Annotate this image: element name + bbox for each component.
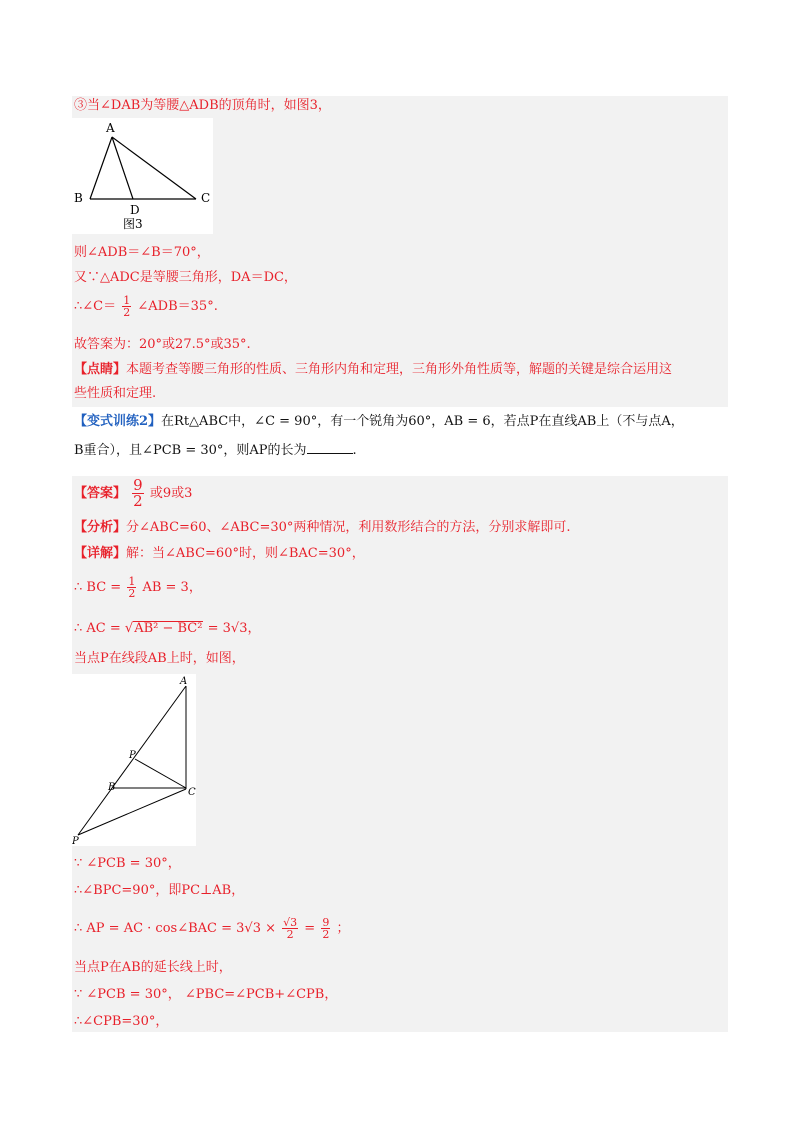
fig2-label-c: C [188, 787, 196, 798]
detail-text: 解：当∠ABC=60°时，则∠BAC=30°， [126, 546, 365, 561]
pbc-part-b: ∠PBC=∠PCB+∠CPB， [184, 987, 338, 1002]
bpc-line: ∴∠BPC=90°，即PC⊥AB， [74, 883, 245, 898]
triangle-abc-figure [72, 118, 213, 234]
answer-fraction [132, 478, 144, 509]
step3-suffix: ∠ADB＝35°. [137, 299, 218, 314]
bc-suffix: AB = 3， [142, 580, 202, 595]
detail-tag: 【详解】 [74, 546, 127, 561]
fraction-denominator: 2 [123, 306, 131, 319]
bc-fraction-numerator: 1 [128, 575, 136, 588]
exercise-text-2-end: . [352, 443, 357, 458]
case2-line: 当点P在AB的延长线上时， [74, 960, 232, 975]
figure-ap [72, 674, 196, 846]
bc-fraction [127, 576, 136, 599]
label-a: A [106, 121, 115, 135]
case1-line: 当点P在线段AB上时，如图， [74, 651, 245, 666]
fraction-half [122, 295, 131, 318]
fig2-label-p2: P [72, 836, 79, 846]
sqrt-sign: √ [124, 621, 134, 636]
ac-equation [74, 620, 260, 638]
ap-fraction-1-denominator: 2 [286, 928, 294, 941]
case3-step2: 又∵△ADC是等腰三角形，DA＝DC， [74, 270, 297, 285]
answer-rest: 或9或3 [149, 486, 193, 501]
analysis-line [74, 519, 571, 537]
ap-fraction-2-numerator: 9 [322, 916, 330, 929]
ap-fraction-2 [321, 917, 330, 940]
label-b: B [74, 191, 83, 205]
comment-tag: 【点睛】 [74, 362, 127, 377]
ap-suffix: ； [336, 921, 350, 936]
bc-fraction-denominator: 2 [128, 587, 136, 600]
ap-fraction-2-denominator: 2 [322, 928, 330, 941]
detail-line [74, 545, 365, 563]
analysis-tag: 【分析】 [74, 520, 127, 535]
ap-equals: = [304, 921, 316, 936]
case3-intro: ③当∠DAB为等腰△ADB的顶角时，如图3， [74, 98, 331, 113]
pbc-part-a: ∵ ∠PCB = 30°， [74, 987, 181, 1002]
figure-3 [72, 118, 213, 234]
bc-prefix: ∴ BC = [74, 580, 122, 595]
exercise-text-2: B重合），且∠PCB = 30°，则AP的长为 [74, 443, 307, 458]
ac-suffix: = 3√3， [207, 621, 261, 636]
fraction-numerator: 1 [123, 294, 131, 307]
ap-fraction-1-numerator: √3 [283, 916, 298, 929]
exercise-line-2 [74, 441, 357, 460]
answer-fraction-denominator: 2 [133, 492, 143, 510]
pcb-line: ∵ ∠PCB = 30°， [74, 856, 181, 871]
ap-equation [74, 917, 350, 940]
label-c: C [201, 191, 211, 205]
comment-line-1 [74, 361, 672, 379]
answer-tag: 【答案】 [74, 486, 127, 501]
ap-prefix: ∴ AP = AC · cos∠BAC = 3√3 × [74, 921, 276, 936]
exercise-text-1: 在Rt△ABC中，∠C = 90°，有一个锐角为60°，AB = 6，若点P在直线AB上（不与点A， [161, 414, 684, 429]
bc-equation [74, 576, 202, 599]
fig2-label-a: A [180, 676, 188, 687]
analysis-text: 分∠ABC=60、∠ABC=30°两种情况，利用数形结合的方法，分别求解即可. [126, 520, 571, 535]
comment-text-1: 本题考查等腰三角形的性质、三角形内角和定理，三角形外角性质等，解题的关键是综合运用这 [126, 362, 673, 377]
pbc-line [74, 986, 337, 1004]
fig2-label-b: B [108, 782, 116, 793]
exercise-line-1 [74, 413, 684, 431]
final-answer-line: 故答案为：20°或27.5°或35°. [74, 337, 251, 352]
figure-caption: 图3 [123, 217, 143, 231]
comment-line-2: 些性质和定理. [74, 386, 157, 401]
label-d: D [130, 203, 140, 217]
answer-blank [307, 441, 353, 454]
exercise-tag: 【变式训练2】 [74, 414, 162, 429]
step3-prefix: ∴∠C＝ [74, 299, 117, 314]
ac-prefix: ∴ AC = [74, 621, 121, 636]
ap-fraction-1 [282, 917, 298, 940]
answer-line [74, 478, 192, 509]
cpb-line: ∴∠CPB=30°， [74, 1014, 169, 1029]
case3-step1: 则∠ADB＝∠B＝70°， [74, 245, 210, 260]
case3-step3 [74, 295, 218, 318]
ac-radicand: AB² − BC² [134, 621, 203, 636]
right-triangle-figure [72, 674, 196, 846]
fig2-label-p: P [129, 750, 136, 761]
answer-fraction-numerator: 9 [133, 476, 143, 494]
